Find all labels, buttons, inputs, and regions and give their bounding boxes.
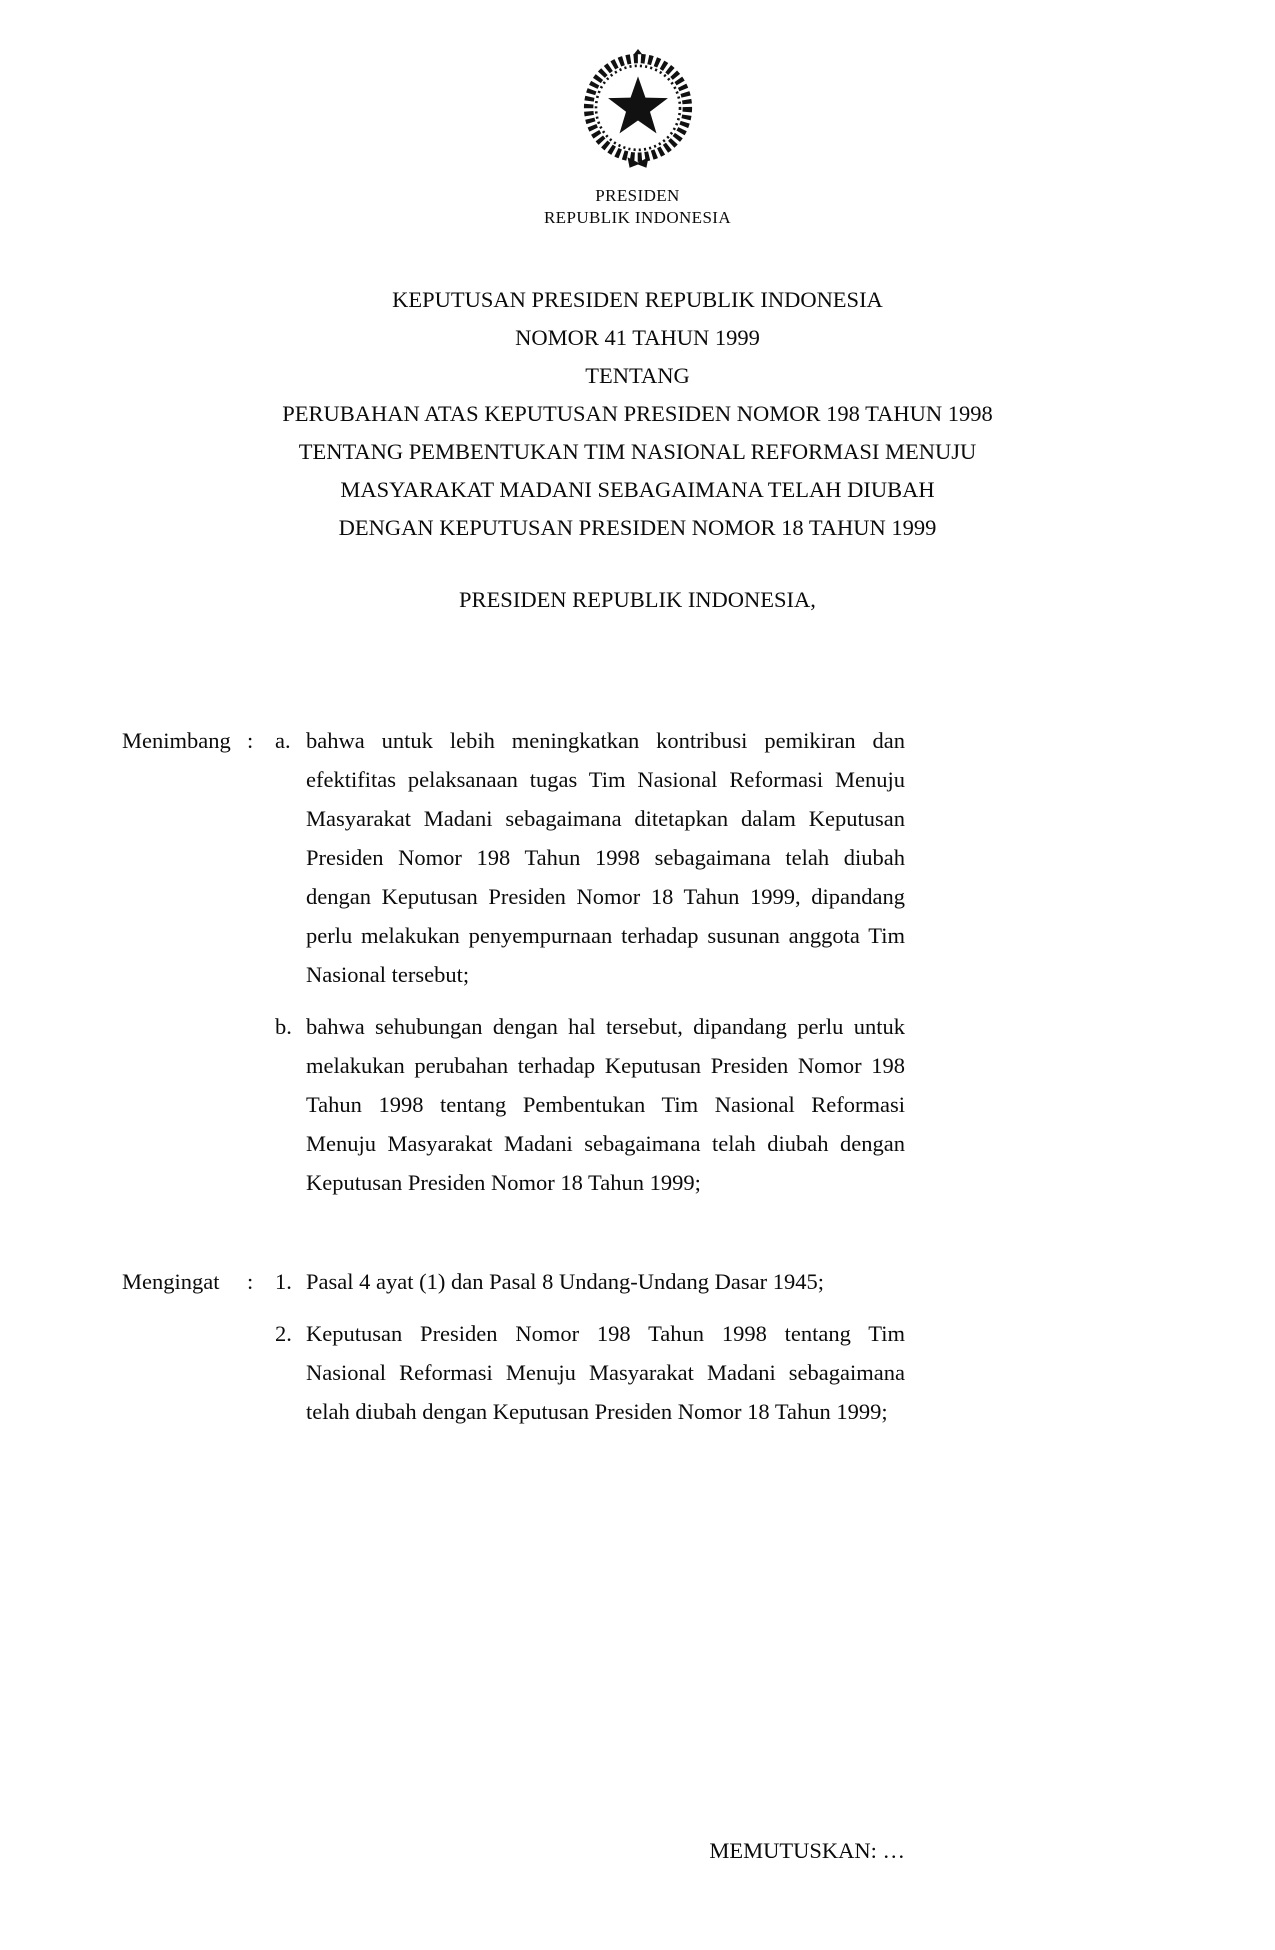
clause-mengingat bbox=[122, 1262, 905, 1431]
catchword-memutuskan: MEMUTUSKAN: … bbox=[709, 1838, 905, 1863]
clause-item bbox=[275, 721, 905, 994]
letterhead-republik-indonesia: REPUBLIK INDONESIA bbox=[543, 208, 732, 227]
decree-body bbox=[0, 721, 1275, 1431]
item-text: bahwa untuk lebih meningkatkan kontribusi pemikiran dan efektifitas pelaksanaan tugas Tim Nasional Reformasi Menuju Masyarakat Madani sebagaimana ditetapkan dalam Keputusan Presiden Nomor 198 Tahun 1998 sebagaimana telah diubah dengan Keputusan Presiden Nomor 18 Tahun 1999, dipandang perlu melakukan penyempurnaan terhadap susunan anggota Tim Nasional tersebut; bbox=[306, 728, 905, 987]
item-text: bahwa sehubungan dengan hal tersebut, dipandang perlu untuk melakukan perubahan terhadap Keputusan Presiden Nomor 198 Tahun 1998 tentang Pembentukan Tim Nasional Reformasi Menuju Masyarakat Madani sebagaimana telah diubah dengan Keputusan Presiden Nomor 18 Tahun 1999; bbox=[306, 1014, 905, 1195]
title-line: MASYARAKAT MADANI SEBAGAIMANA TELAH DIUBAH bbox=[340, 477, 935, 502]
title-line: TENTANG bbox=[585, 363, 690, 388]
clause-colon: : bbox=[247, 1269, 254, 1294]
item-text: Pasal 4 ayat (1) dan Pasal 8 Undang-Undang Dasar 1945; bbox=[306, 1269, 824, 1294]
presidential-star-wreath-emblem-icon bbox=[574, 48, 702, 174]
item-marker: 2. bbox=[275, 1321, 292, 1346]
letterhead-presiden: PRESIDEN bbox=[595, 186, 680, 205]
clause-item bbox=[275, 1262, 905, 1301]
clause-colon: : bbox=[247, 728, 254, 753]
issuing-authority-line: PRESIDEN REPUBLIK INDONESIA, bbox=[459, 587, 816, 612]
clause-label: Menimbang bbox=[122, 728, 231, 753]
title-line: TENTANG PEMBENTUKAN TIM NASIONAL REFORMASI MENUJU bbox=[298, 439, 977, 464]
item-text: Keputusan Presiden Nomor 198 Tahun 1998 tentang Tim Nasional Reformasi Menuju Masyarakat Madani sebagaimana telah diubah dengan Keputusan Presiden Nomor 18 Tahun 1999; bbox=[306, 1321, 905, 1424]
title-line: PERUBAHAN ATAS KEPUTUSAN PRESIDEN NOMOR 198 TAHUN 1998 bbox=[282, 401, 993, 426]
clause-item bbox=[275, 1007, 905, 1202]
letterhead bbox=[0, 0, 1275, 229]
item-marker: a. bbox=[275, 728, 291, 753]
item-marker: 1. bbox=[275, 1269, 292, 1294]
decree-title bbox=[0, 281, 1275, 547]
clause-label: Mengingat bbox=[122, 1269, 220, 1294]
title-line: KEPUTUSAN PRESIDEN REPUBLIK INDONESIA bbox=[392, 287, 883, 312]
clause-menimbang bbox=[122, 721, 905, 1202]
item-marker: b. bbox=[275, 1014, 292, 1039]
title-line: DENGAN KEPUTUSAN PRESIDEN NOMOR 18 TAHUN 1999 bbox=[338, 515, 937, 540]
title-line: NOMOR 41 TAHUN 1999 bbox=[515, 325, 760, 350]
clause-item bbox=[275, 1314, 905, 1431]
